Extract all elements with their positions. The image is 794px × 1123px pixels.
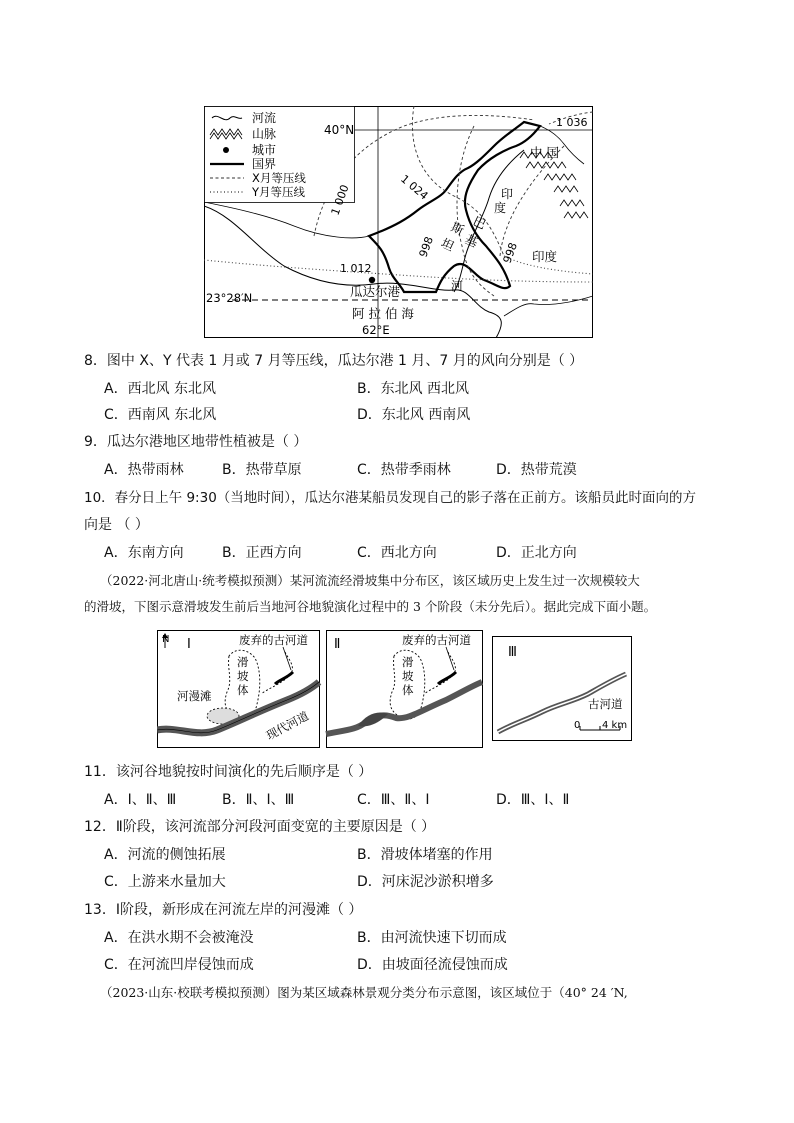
label-ancient-channel: 古河道 bbox=[588, 697, 623, 711]
q13-option-a[interactable]: A．在洪水期不会被淹没 bbox=[104, 930, 254, 946]
q8-option-c[interactable]: C．西南风 东北风 bbox=[104, 407, 217, 423]
panel-2-label: Ⅱ bbox=[334, 637, 341, 652]
panel-3 bbox=[493, 637, 632, 741]
q8-stem: 8．图中 X、Y 代表 1 月或 7 月等压线，瓜达尔港 1 月、7 月的风向分别是（ ） bbox=[84, 353, 584, 369]
q12-option-c[interactable]: C．上游来水量加大 bbox=[104, 874, 226, 890]
q10-stem-line2: 向是 （ ） bbox=[84, 517, 149, 533]
iso-998b: 998 bbox=[500, 240, 521, 266]
q13-option-d[interactable]: D．由坡面径流侵蚀而成 bbox=[357, 957, 508, 973]
iso-998a: 998 bbox=[416, 234, 437, 260]
q9-option-b[interactable]: B．热带草原 bbox=[222, 462, 302, 478]
label-landslide-1a: 滑 bbox=[237, 655, 249, 669]
label-tropic: 23°28′N bbox=[206, 291, 253, 305]
label-floodplain: 河漫滩 bbox=[177, 689, 212, 703]
intro-2022-line1: （2022·河北唐山·统考模拟预测）某河流流经滑坡集中分布区，该区域历史上发生过一次规模较大 bbox=[100, 573, 640, 588]
label-landslide-2c: 体 bbox=[402, 683, 414, 697]
q9-option-c[interactable]: C．热带季雨林 bbox=[357, 462, 451, 478]
q10-option-d[interactable]: D．正北方向 bbox=[496, 545, 577, 561]
q9-option-d[interactable]: D．热带荒漠 bbox=[496, 462, 577, 478]
scale-zero: 0 bbox=[574, 720, 581, 731]
label-old-channel-2: 废弃的古河道 bbox=[402, 633, 471, 647]
label-india: 印度 bbox=[532, 249, 558, 264]
label-indus-1: 印 bbox=[501, 187, 514, 201]
q9-stem: 9．瓜达尔港地区地带性植被是（ ） bbox=[84, 434, 308, 450]
panel-1-label: Ⅰ bbox=[187, 637, 191, 652]
label-pak-1: 巴 bbox=[470, 213, 489, 233]
q11-stem: 11．该河谷地貌按时间演化的先后顺序是（ ） bbox=[84, 764, 373, 780]
q8-option-a[interactable]: A．西北风 东北风 bbox=[104, 381, 217, 397]
q10-option-a[interactable]: A．东南方向 bbox=[104, 545, 184, 561]
label-sea: 阿 拉 伯 海 bbox=[352, 306, 414, 321]
pakistan-isobar-map bbox=[204, 106, 593, 338]
q12-option-b[interactable]: B．滑坡体堵塞的作用 bbox=[357, 847, 493, 863]
legend-city: 城市 bbox=[252, 143, 277, 157]
panel-1 bbox=[157, 631, 320, 748]
label-indus-3: 河 bbox=[451, 279, 464, 293]
legend-border: 国界 bbox=[252, 157, 277, 171]
lat-40n: 40°N bbox=[324, 123, 355, 137]
q12-stem: 12．Ⅱ阶段，该河流部分河段河面变宽的主要原因是（ ） bbox=[84, 819, 436, 835]
label-pak-3: 斯 bbox=[448, 219, 467, 239]
iso-1036: 1 036 bbox=[556, 116, 588, 129]
q9-option-a[interactable]: A．热带雨林 bbox=[104, 462, 184, 478]
label-landslide-1b: 坡 bbox=[237, 669, 249, 683]
legend-x-isobar: X月等压线 bbox=[252, 171, 306, 185]
q12-option-d[interactable]: D．河床泥沙淤积增多 bbox=[357, 874, 494, 890]
q13-option-c[interactable]: C．在河流凹岸侵蚀而成 bbox=[104, 957, 254, 973]
legend-y-isobar: Y月等压线 bbox=[252, 185, 306, 199]
q11-option-b[interactable]: B．Ⅱ、Ⅰ、Ⅲ bbox=[222, 792, 295, 808]
label-landslide-1c: 体 bbox=[237, 683, 249, 697]
panel-2 bbox=[326, 631, 483, 748]
label-indus-2: 度 bbox=[494, 201, 507, 215]
q10-option-c[interactable]: C．西北方向 bbox=[357, 545, 437, 561]
scale-4km: 4 km bbox=[602, 720, 628, 731]
label-old-channel-1: 废弃的古河道 bbox=[239, 633, 308, 647]
q10-stem-line1: 10．春分日上午 9:30（当地时间），瓜达尔港某船员发现自己的影子落在正前方。该船员此时面向的方 bbox=[84, 490, 697, 506]
q11-option-d[interactable]: D．Ⅲ、Ⅰ、Ⅱ bbox=[496, 792, 570, 808]
iso-1024: 1 024 bbox=[398, 172, 431, 203]
gwadar-city-icon bbox=[369, 277, 375, 283]
iso-1012: 1 012 bbox=[340, 262, 372, 275]
q13-stem: 13．Ⅰ阶段，新形成在河流左岸的河漫滩（ ） bbox=[84, 902, 363, 918]
q8-option-b[interactable]: B．东北风 西北风 bbox=[357, 381, 470, 397]
label-pak-2: 基 bbox=[462, 231, 481, 251]
label-pak-4: 坦 bbox=[438, 235, 457, 255]
q10-option-b[interactable]: B．正西方向 bbox=[222, 545, 302, 561]
legend-mountain: 山脉 bbox=[252, 127, 277, 141]
q8-option-d[interactable]: D．东北风 西南风 bbox=[357, 407, 471, 423]
intro-2022-line2: 的滑坡，下图示意滑坡发生前后当地河谷地貌演化过程中的 3 个阶段（未分先后）。据此完成下面小题。 bbox=[84, 599, 657, 614]
q11-option-a[interactable]: A．Ⅰ、Ⅱ、Ⅲ bbox=[104, 792, 177, 808]
label-gwadar: 瓜达尔港 bbox=[350, 284, 401, 299]
panel-3-label: Ⅲ bbox=[508, 645, 517, 660]
label-modern-channel: 现代河道 bbox=[263, 708, 312, 743]
river-valley-evolution-figure bbox=[157, 630, 632, 750]
label-62e: 62°E bbox=[362, 323, 390, 337]
intro-2023-line1: （2023·山东·校联考模拟预测）图为某区域森林景观分类分布示意图，该区域位于（40° 24 ′N, bbox=[100, 985, 628, 1000]
iso-1000: 1 000 bbox=[328, 182, 352, 218]
label-landslide-2a: 滑 bbox=[402, 655, 414, 669]
label-china: 中 国 bbox=[530, 145, 559, 160]
legend-river: 河流 bbox=[252, 111, 277, 125]
label-landslide-2b: 坡 bbox=[402, 669, 414, 683]
north-label-1: N bbox=[162, 634, 170, 645]
q13-option-b[interactable]: B．由河流快速下切而成 bbox=[357, 930, 507, 946]
q11-option-c[interactable]: C．Ⅲ、Ⅱ、Ⅰ bbox=[357, 792, 430, 808]
q12-option-a[interactable]: A．河流的侧蚀拓展 bbox=[104, 847, 226, 863]
